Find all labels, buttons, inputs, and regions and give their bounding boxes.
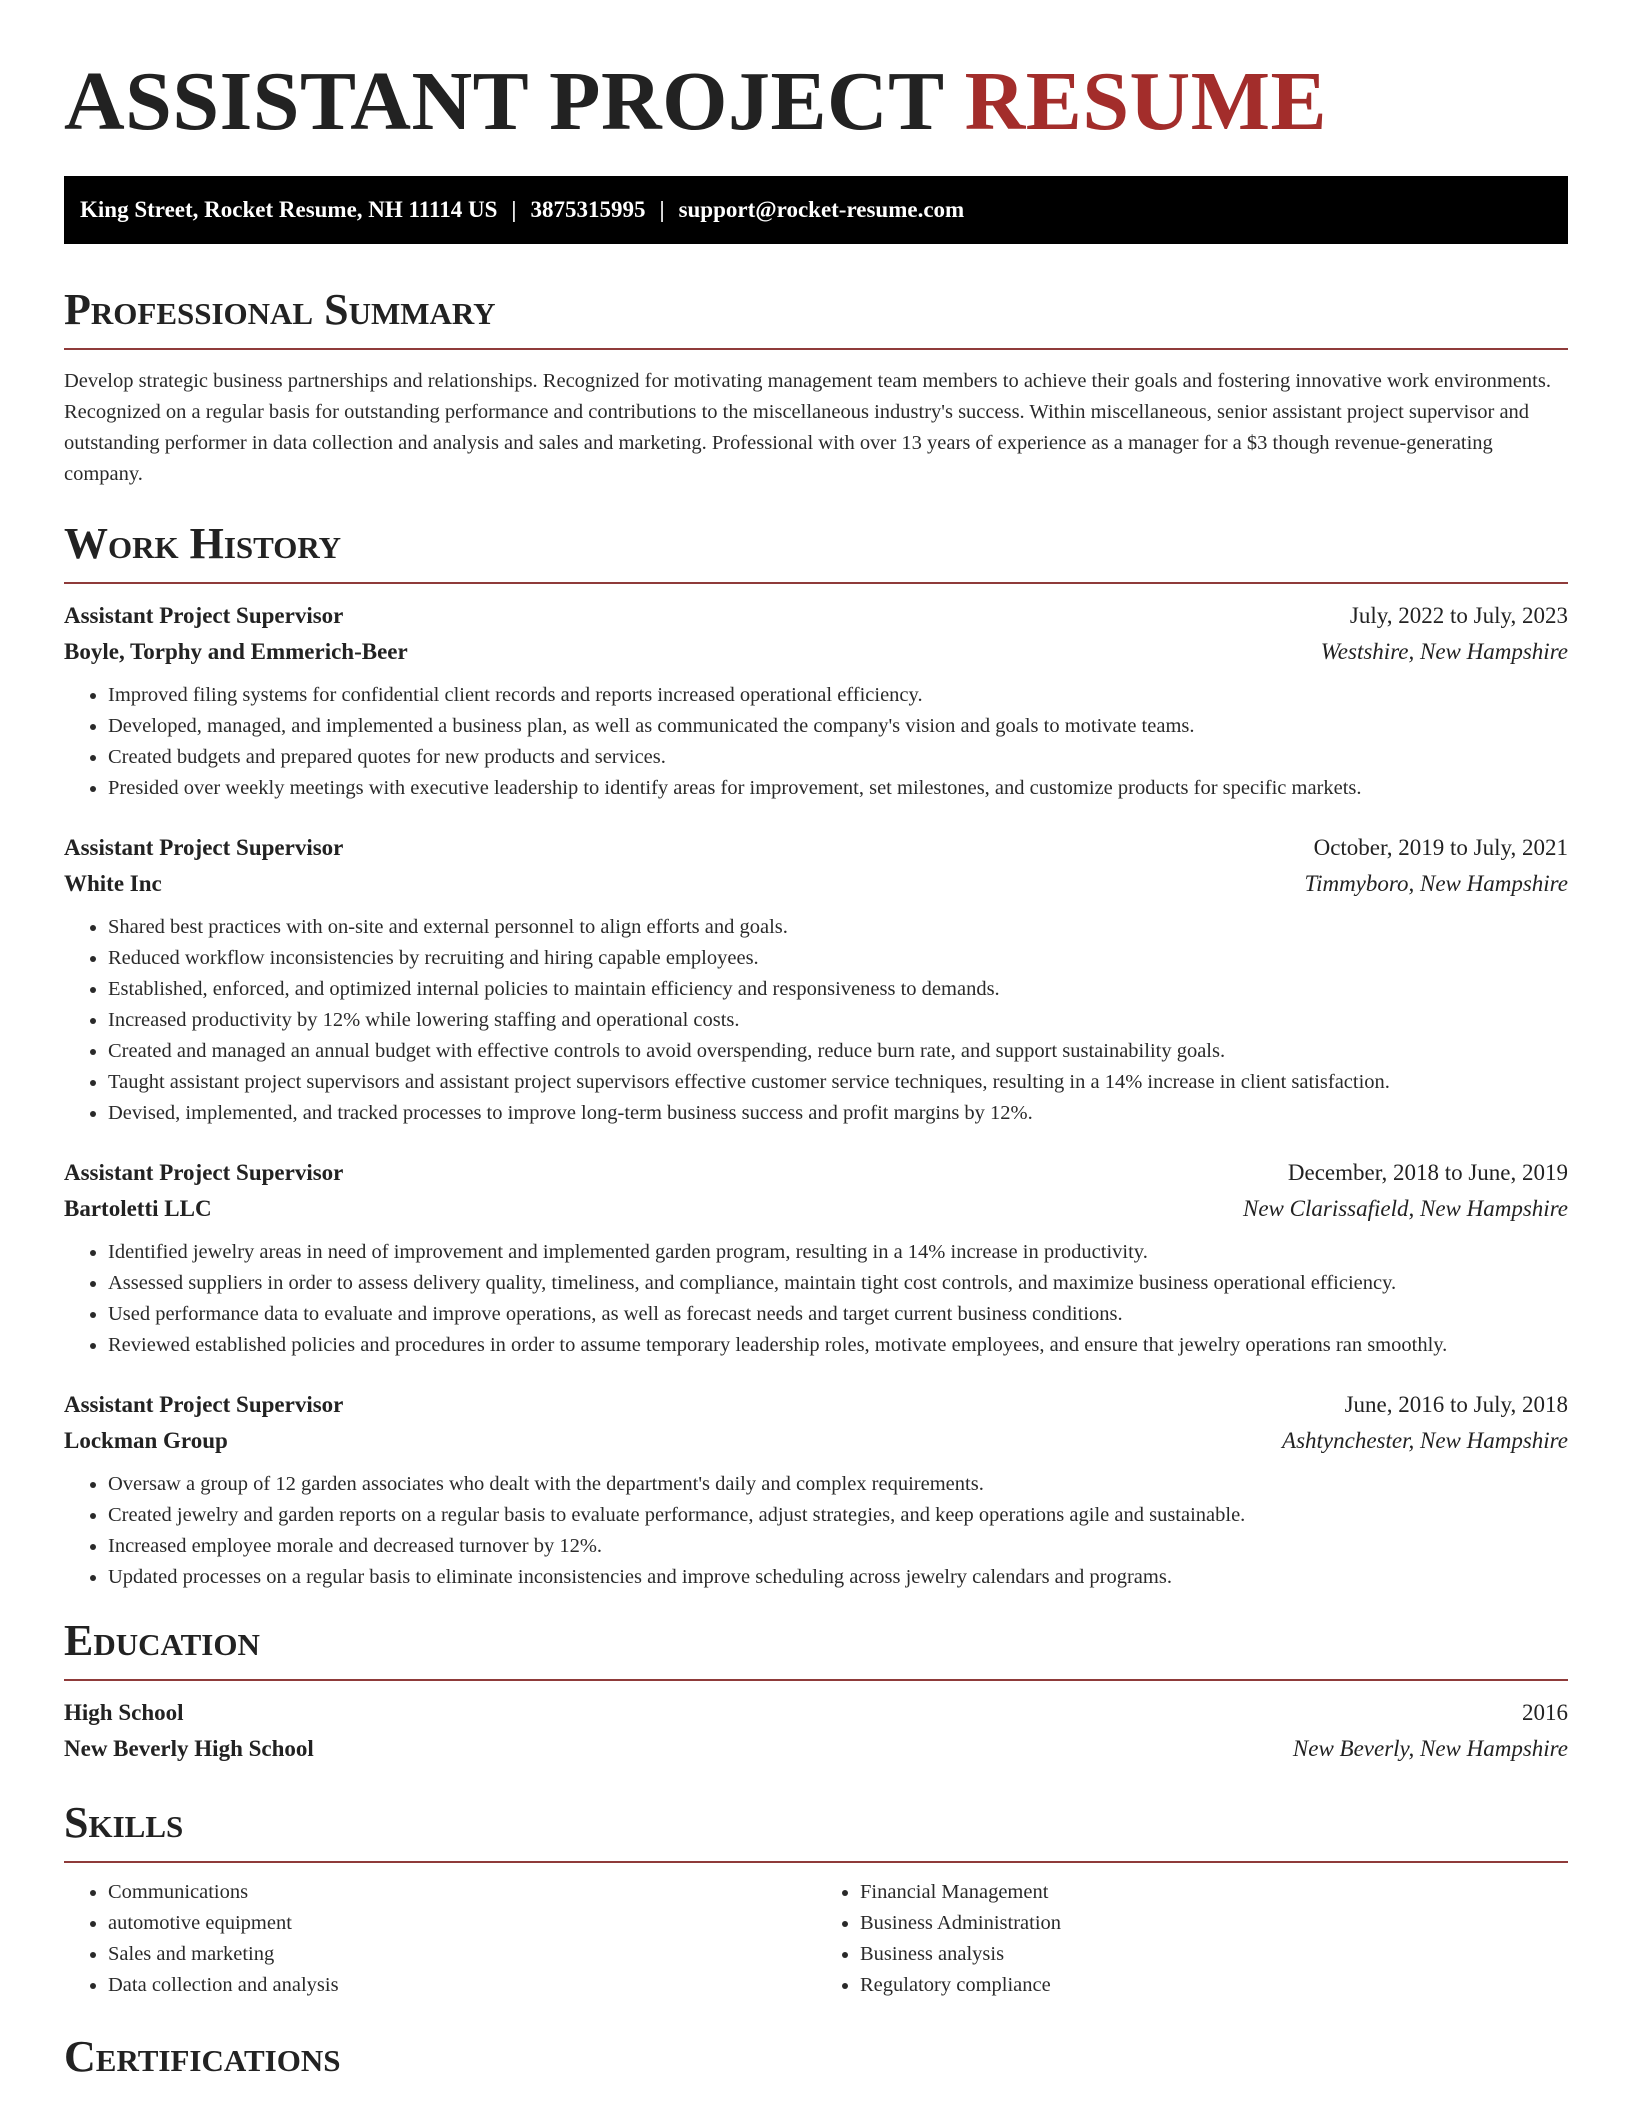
job-location: Timmyboro, New Hampshire [1304,871,1568,896]
job-company: White Inc [64,871,162,896]
job-company: Lockman Group [64,1428,228,1453]
job-bullet: • Reduced workflow inconsistencies by recruiting and hiring capable employees. [108,943,1568,974]
summary-section [64,284,1568,490]
section-rule [64,1861,1568,1863]
job-location: New Clarissafield, New Hampshire [1243,1196,1568,1221]
contact-address: King Street, Rocket Resume, NH 11114 US [80,197,498,222]
job-dates: July, 2022 to July, 2023 [1349,603,1568,628]
job-subheader [64,866,1568,902]
education-section [64,1615,1568,1767]
job-bullet: • Created jewelry and garden reports on a regular basis to evaluate performance, adjust strategies, and keep operations agile and sustainable. [108,1500,1568,1531]
section-heading-certifications: Certifications [64,2032,341,2081]
job-entry [64,1387,1568,1593]
job-bullet: • Established, enforced, and optimized internal policies to maintain efficiency and responsiveness to demands. [108,974,1568,1005]
job-subheader [64,1423,1568,1459]
job-bullet: • Increased employee morale and decreased turnover by 12%. [108,1531,1568,1562]
section-heading-skills: Skills [64,1798,184,1847]
contact-separator: | [511,197,517,222]
job-bullet: • Taught assistant project supervisors and assistant project supervisors effective customer service techniques, resulting in a 14% increase in client satisfaction. [108,1067,1568,1098]
job-bullet: • Used performance data to evaluate and improve operations, as well as forecast needs and target current business conditions. [108,1299,1568,1330]
education-degree: High School [64,1700,184,1725]
job-subheader [64,1191,1568,1227]
job-bullets [64,1469,1568,1593]
section-rule [64,348,1568,350]
contact-phone: 3875315995 [530,197,646,222]
job-bullet: • Created budgets and prepared quotes for new products and services. [108,742,1568,773]
job-bullets [64,912,1568,1129]
job-header [64,598,1568,634]
skill-item: • Sales and marketing [108,1939,816,1970]
job-bullet: • Developed, managed, and implemented a business plan, as well as communicated the company's vision and goals to motivate teams. [108,711,1568,742]
summary-text: Develop strategic business partnerships and relationships. Recognized for motivating management team members to achieve their goals and fostering innovative work environments. Recognized on a regular basis for outstanding performance and contributions to the miscellaneous industry's success. Within miscellaneous, senior assistant project supervisor and outstanding performer in data collection and analysis and sales and marketing. Professional with over 13 years of experience as a manager for a $3 though revenue-generating company. [64,370,1551,485]
job-bullet: • Created and managed an annual budget with effective controls to avoid overspending, reduce burn rate, and support sustainability goals. [108,1036,1568,1067]
education-school: New Beverly High School [64,1736,314,1761]
contact-bar [64,176,1568,244]
job-location: Westshire, New Hampshire [1320,639,1568,664]
skill-item: • Financial Management [860,1877,1568,1908]
job-bullets [64,1237,1568,1361]
education-year: 2016 [1522,1700,1568,1725]
resume-title [64,52,1568,152]
title-accent: RESUME [964,55,1328,148]
job-company: Boyle, Torphy and Emmerich-Beer [64,639,408,664]
contact-separator: | [659,197,665,222]
job-dates: December, 2018 to June, 2019 [1287,1160,1568,1185]
job-entry [64,830,1568,1129]
job-bullet: • Oversaw a group of 12 garden associates who dealt with the department's daily and complex requirements. [108,1469,1568,1500]
skill-item: • Regulatory compliance [860,1970,1568,2001]
job-header [64,830,1568,866]
job-title: Assistant Project Supervisor [64,835,344,860]
job-bullet: • Presided over weekly meetings with executive leadership to identify areas for improvement, set milestones, and customize products for specific markets. [108,773,1568,804]
education-subheader [64,1731,1568,1767]
job-header [64,1155,1568,1191]
job-title: Assistant Project Supervisor [64,1160,344,1185]
education-header [64,1695,1568,1731]
job-bullet: • Assessed suppliers in order to assess delivery quality, timeliness, and compliance, maintain tight cost controls, and maximize business operational efficiency. [108,1268,1568,1299]
skills-list-right [816,1877,1568,2001]
skills-section [64,1797,1568,2001]
section-rule [64,582,1568,584]
job-bullet: • Improved filing systems for confidential client records and reports increased operational efficiency. [108,680,1568,711]
skills-list-left [64,1877,816,2001]
section-heading-work-history: Work History [64,519,342,568]
section-rule [64,1679,1568,1681]
job-entry [64,1155,1568,1361]
certifications-section [64,2031,1568,2083]
job-bullet: • Reviewed established policies and procedures in order to assume temporary leadership roles, motivate employees, and ensure that jewelry operations ran smoothly. [108,1330,1568,1361]
skill-item: • Business analysis [860,1939,1568,1970]
job-subheader [64,634,1568,670]
job-header [64,1387,1568,1423]
job-bullet: • Devised, implemented, and tracked processes to improve long-term business success and profit margins by 12%. [108,1098,1568,1129]
skill-item: • Data collection and analysis [108,1970,816,2001]
section-heading-summary: Professional Summary [64,285,496,334]
job-bullet: • Updated processes on a regular basis to eliminate inconsistencies and improve scheduling across jewelry calendars and programs. [108,1562,1568,1593]
education-location: New Beverly, New Hampshire [1292,1736,1568,1761]
job-dates: October, 2019 to July, 2021 [1313,835,1568,860]
job-dates: June, 2016 to July, 2018 [1344,1392,1568,1417]
job-company: Bartoletti LLC [64,1196,212,1221]
skill-item: • automotive equipment [108,1908,816,1939]
work-history-section [64,518,1568,1593]
contact-email: support@rocket-resume.com [678,197,965,222]
job-title: Assistant Project Supervisor [64,603,344,628]
section-heading-education: Education [64,1616,260,1665]
job-bullets [64,680,1568,804]
job-bullet: • Shared best practices with on-site and external personnel to align efforts and goals. [108,912,1568,943]
job-location: Ashtynchester, New Hampshire [1282,1428,1568,1453]
job-bullet: • Increased productivity by 12% while lowering staffing and operational costs. [108,1005,1568,1036]
job-bullet: • Identified jewelry areas in need of improvement and implemented garden program, resulting in a 14% increase in productivity. [108,1237,1568,1268]
skill-item: • Business Administration [860,1908,1568,1939]
job-entry [64,598,1568,804]
job-title: Assistant Project Supervisor [64,1392,344,1417]
title-main: ASSISTANT PROJECT [64,55,944,148]
skills-columns [64,1877,1568,2001]
skill-item: • Communications [108,1877,816,1908]
